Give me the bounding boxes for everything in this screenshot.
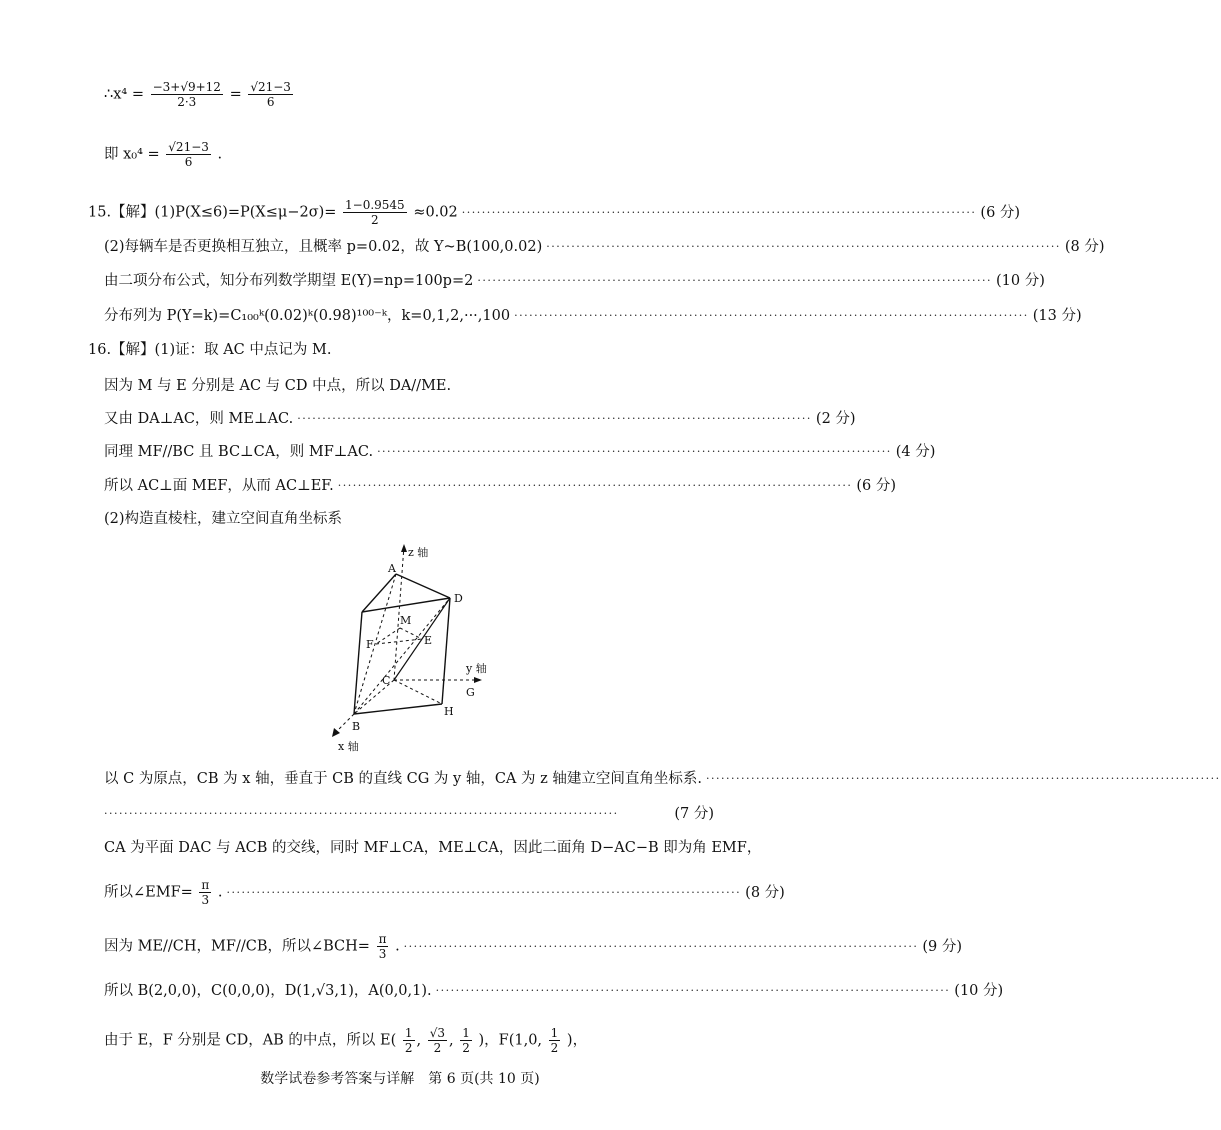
eq1-fraction-1	[151, 80, 223, 109]
q16-l1: 16.【解】(1)证：取 AC 中点记为 M.	[88, 342, 332, 358]
q16-line-5	[104, 476, 897, 496]
point-D-label: D	[454, 592, 463, 605]
edge-AD	[396, 574, 450, 598]
leader-dots: ·······································································································	[705, 772, 1221, 785]
edge-BH	[354, 704, 442, 714]
q16-l10-f-den: 3	[201, 893, 210, 907]
q16-line-7	[104, 769, 1221, 789]
leader-dots: ·······································································································	[337, 479, 853, 492]
q16-line-9	[104, 838, 762, 858]
score-label: (6 分)	[980, 204, 1021, 221]
eq1-prefix: ∴x⁴ =	[104, 86, 144, 103]
eq2-prefix: 即 x₀⁴ =	[104, 146, 160, 163]
q16-l11-body-b: .	[395, 938, 400, 955]
leader-dots: ·······································································································	[226, 885, 742, 899]
q16-l13-b: )，F(1,0,	[478, 1032, 543, 1049]
q16-l5-body: 所以 AC⊥面 MEF，从而 AC⊥EF.	[104, 478, 334, 494]
z-axis-arrow	[401, 544, 407, 552]
prism-figure	[300, 540, 500, 752]
q16-l13-f1-num: 1	[404, 1026, 413, 1040]
q16-line-8	[104, 804, 714, 824]
q16-l13-comma: ,	[416, 1032, 422, 1049]
edge-left-vertical	[354, 612, 362, 714]
q16-line-4	[104, 442, 936, 462]
q16-l13-f3-num: 1	[462, 1026, 470, 1040]
eq1-f2-den: 6	[266, 95, 275, 109]
edge-top-front	[362, 598, 450, 612]
q16-line-12	[104, 981, 1004, 1001]
q16-l7-body: 以 C 为原点，CB 为 x 轴，垂直于 CB 的直线 CG 为 y 轴，CA 为 z 轴建立空间直角坐标系.	[104, 771, 702, 787]
score-label: (7 分)	[674, 806, 714, 822]
q16-l13-f2-den: 2	[433, 1041, 442, 1055]
q16-line-1	[88, 340, 714, 360]
score-label: (8 分)	[1064, 239, 1105, 255]
y-axis-label: y 轴	[466, 662, 487, 675]
eq1-f2-num: √21−3	[250, 80, 291, 94]
equation-x0	[104, 140, 714, 169]
score-label: (6 分)	[856, 478, 897, 494]
point-M-label: M	[400, 614, 412, 627]
edge-CH	[394, 680, 442, 704]
q16-l6: (2)构造直棱柱，建立空间直角坐标系	[104, 511, 343, 527]
edge-right-vertical	[442, 598, 450, 704]
q16-l13-f2-num: √3	[429, 1026, 446, 1040]
eq2-fraction	[166, 140, 211, 169]
point-G-label: G	[466, 686, 475, 699]
q15-l1-body-a: 15.【解】(1)P(X≤6)=P(X≤μ−2σ)=	[88, 204, 337, 221]
point-F-label: F	[366, 638, 374, 651]
q16-l13-fraction-1	[403, 1026, 415, 1055]
score-label: (13 分)	[1032, 308, 1082, 324]
q15-line-2	[104, 237, 1105, 257]
q15-l1-fraction	[343, 198, 407, 227]
q16-l10-body-b: .	[217, 884, 223, 901]
q16-l11-f-den: 3	[378, 947, 387, 961]
equation-x4	[104, 80, 714, 109]
q16-l13-fraction-2	[428, 1026, 447, 1055]
leader-dots: ·······································································································	[514, 309, 1029, 322]
eq2-f-den: 6	[184, 155, 193, 169]
q16-l13-c: )，	[566, 1032, 588, 1049]
q16-line-13	[104, 1026, 714, 1055]
leader-dots: ·······································································································	[461, 205, 977, 219]
q16-l10-fraction	[199, 878, 211, 907]
q15-line-3	[104, 271, 1045, 291]
q16-l4-body: 同理 MF//BC 且 BC⊥CA，则 MF⊥AC.	[104, 444, 374, 460]
q16-line-6	[104, 509, 714, 529]
q16-l13-f4-num: 1	[550, 1026, 559, 1040]
y-axis-arrow	[474, 677, 482, 683]
q16-l12-body: 所以 B(2,0,0)，C(0,0,0)，D(1,√3,1)，A(0,0,1).	[104, 983, 432, 999]
q16-l3-body: 又由 DA⊥AC，则 ME⊥AC.	[104, 411, 294, 427]
x-axis-arrow	[332, 728, 340, 737]
q15-l2-body: (2)每辆车是否更换相互独立，且概率 p=0.02，故 Y~B(100,0.02)	[104, 239, 543, 255]
q16-l13-a: 由于 E，F 分别是 CD，AB 的中点，所以 E(	[104, 1032, 397, 1049]
q15-l1-body-b: ≈0.02	[413, 204, 458, 221]
q16-l13-f4-den: 2	[550, 1041, 559, 1055]
q16-l9: CA 为平面 DAC 与 ACB 的交线，同时 MF⊥CA，ME⊥CA，因此二面角 D−AC−B 即为角 EMF，	[104, 840, 762, 856]
score-label: (8 分)	[745, 884, 785, 901]
q16-line-11	[104, 932, 962, 961]
leader-dots: ·······································································································	[477, 274, 992, 287]
eq1-f1-den: 2·3	[177, 95, 197, 109]
q16-l13-f3-den: 2	[462, 1041, 470, 1055]
segment-ME	[400, 628, 422, 639]
q16-l11-body-a: 因为 ME//CH，MF//CB，所以∠BCH=	[104, 938, 370, 955]
eq1-fraction-2	[248, 80, 293, 109]
q15-line-1	[88, 198, 1021, 227]
leader-dots: ·······································································································	[377, 445, 892, 458]
q16-line-2	[104, 376, 714, 396]
leader-dots: ·······································································································	[297, 412, 812, 425]
point-B-label: B	[352, 720, 361, 733]
eq2-suffix: .	[217, 146, 223, 163]
score-label: (9 分)	[922, 938, 962, 955]
q16-l13-fraction-3	[460, 1026, 472, 1055]
q16-l2: 因为 M 与 E 分别是 AC 与 CD 中点，所以 DA//ME.	[104, 378, 452, 394]
leader-dots: ·······································································································	[546, 240, 1061, 253]
point-H-label: H	[444, 705, 454, 718]
z-axis-label: z 轴	[408, 546, 429, 559]
leader-dots: ·······································································································	[403, 939, 919, 953]
score-label: (2 分)	[815, 411, 856, 427]
score-label: (10 分)	[996, 273, 1045, 289]
leader-dots: ·······································································································	[104, 807, 619, 820]
point-A-label: A	[388, 562, 396, 575]
point-E-label: E	[424, 634, 433, 647]
q16-l13-f1-den: 2	[404, 1041, 413, 1055]
q16-l10-body-a: 所以∠EMF=	[104, 884, 193, 901]
q16-l13-comma: ,	[449, 1032, 454, 1049]
eq1-equals: =	[229, 86, 242, 103]
q15-l1-f-num: 1−0.9545	[345, 198, 405, 212]
q15-l4-body: 分布列为 P(Y=k)=C₁₀₀ᵏ(0.02)ᵏ(0.98)¹⁰⁰⁻ᵏ，k=0,1,2,···,100	[104, 308, 511, 324]
q16-line-10	[104, 878, 785, 907]
q16-l10-f-num: π	[201, 878, 210, 892]
score-label: (4 分)	[895, 444, 936, 460]
q15-l3-body: 由二项分布公式，知分布列数学期望 E(Y)=np=100p=2	[104, 273, 474, 289]
q16-line-3	[104, 409, 856, 429]
page-footer: 数学试卷参考答案与详解 第 6 页(共 10 页)	[260, 1071, 540, 1087]
eq2-f-num: √21−3	[168, 140, 209, 154]
score-label: (10 分)	[954, 983, 1004, 999]
edge-AF-top	[362, 574, 396, 612]
leader-dots: ·······································································································	[435, 984, 951, 997]
segment-AB	[354, 574, 396, 714]
x-axis-label: x 轴	[338, 740, 359, 753]
eq1-f1-num: −3+√9+12	[152, 80, 221, 94]
q16-l11-f-num: π	[378, 932, 387, 946]
q15-l1-f-den: 2	[371, 213, 379, 227]
q16-l11-fraction	[377, 932, 389, 961]
point-C-label: C	[382, 674, 391, 687]
q15-line-4	[104, 306, 1082, 326]
q16-l13-fraction-4	[549, 1026, 561, 1055]
